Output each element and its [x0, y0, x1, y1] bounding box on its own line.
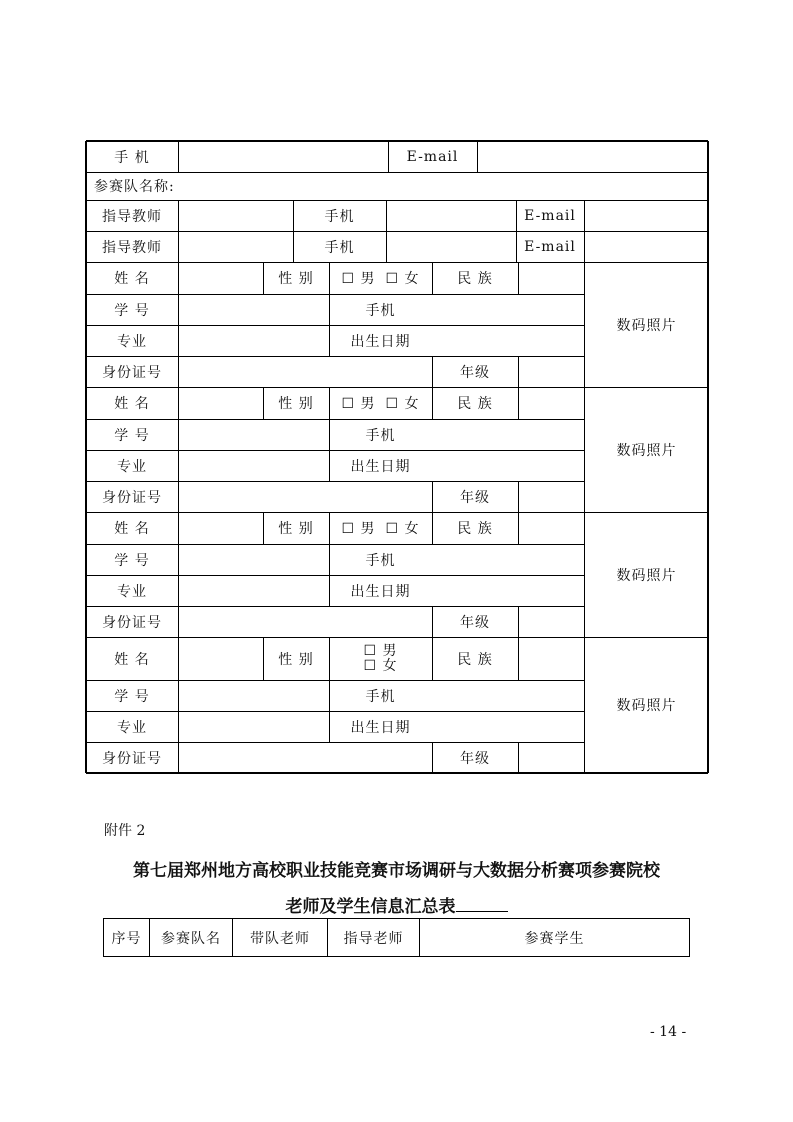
student-photo-placeholder: 数码照片 [616, 317, 677, 334]
student-phone-field[interactable] [433, 544, 584, 575]
female-checkbox[interactable]: ☐ 女 [385, 396, 420, 412]
student-gender-label: 性 别 [278, 396, 314, 412]
gender-options [329, 637, 432, 680]
student-birthdate-label: 出生日期 [350, 333, 411, 350]
female-checkbox[interactable]: ☐ 女 [363, 657, 398, 674]
student-id-field[interactable] [179, 419, 329, 450]
student-ethnicity-field[interactable] [519, 512, 584, 544]
advisor-phone-field[interactable] [387, 231, 516, 262]
summary-title-line-1: 第七届郑州地方高校职业技能竞赛市场调研与大数据分析赛项参赛院校 [133, 861, 660, 881]
student-ethnicity-field[interactable] [519, 637, 584, 680]
student-gender-label: 性 别 [278, 651, 314, 668]
student-ethnicity-label: 民 族 [457, 396, 493, 412]
gender-options [329, 387, 432, 419]
student-id-card-field[interactable] [179, 481, 432, 512]
attachment-label: 附件 2 [104, 823, 146, 839]
student-phone-field[interactable] [433, 294, 584, 325]
student-photo-placeholder: 数码照片 [616, 442, 677, 459]
student-photo-placeholder: 数码照片 [616, 567, 677, 584]
team-name-label: 参赛队名称: [94, 179, 175, 195]
gender-options [329, 512, 432, 544]
student-birthdate-field[interactable] [433, 711, 584, 742]
student-birthdate-label: 出生日期 [350, 458, 411, 475]
student-name-field[interactable] [179, 512, 263, 544]
student-name-label: 姓 名 [114, 651, 150, 668]
student-birthdate-field[interactable] [433, 325, 584, 356]
advisor-name-field[interactable] [179, 200, 293, 231]
student-major-label: 专业 [117, 719, 147, 736]
student-ethnicity-label: 民 族 [457, 651, 493, 668]
student-phone-label: 手机 [365, 688, 396, 705]
student-grade-field[interactable] [519, 481, 584, 512]
student-major-field[interactable] [179, 325, 329, 356]
advisor-phone-label: 手机 [324, 239, 355, 256]
header-students: 参赛学生 [524, 930, 585, 947]
gender-options [329, 262, 432, 294]
student-photo-placeholder: 数码照片 [616, 698, 677, 714]
student-id-card-label: 身份证号 [102, 364, 162, 381]
student-phone-field[interactable] [433, 419, 584, 450]
page-number: - 14 - [650, 1024, 687, 1040]
title-blank-line [456, 897, 508, 912]
student-ethnicity-label: 民 族 [457, 271, 493, 287]
student-major-label: 专业 [117, 583, 147, 600]
summary-title-text: 老师及学生信息汇总表 [285, 897, 456, 917]
student-grade-label: 年级 [460, 489, 490, 506]
contact-phone-label: 手 机 [114, 149, 150, 166]
student-id-field[interactable] [179, 544, 329, 575]
student-grade-field[interactable] [519, 606, 584, 637]
student-grade-label: 年级 [460, 750, 490, 767]
student-birthdate-label: 出生日期 [350, 583, 411, 600]
student-grade-label: 年级 [460, 364, 490, 381]
student-name-field[interactable] [179, 262, 263, 294]
header-team-name: 参赛队名 [161, 930, 221, 947]
student-id-card-field[interactable] [179, 742, 432, 773]
student-id-card-label: 身份证号 [102, 489, 162, 506]
student-grade-label: 年级 [460, 614, 490, 631]
student-id-field[interactable] [179, 294, 329, 325]
advisor-label: 指导教师 [102, 208, 162, 225]
male-checkbox[interactable]: ☐ 男 [363, 642, 398, 659]
student-name-label: 姓 名 [114, 521, 150, 537]
student-ethnicity-label: 民 族 [457, 521, 493, 537]
summary-title-line-2 [0, 892, 793, 917]
student-major-field[interactable] [179, 575, 329, 606]
header-serial: 序号 [111, 930, 142, 947]
advisor-phone-label: 手机 [324, 208, 355, 225]
student-phone-field[interactable] [433, 680, 584, 711]
student-phone-label: 手机 [365, 302, 396, 319]
advisor-email-label: E-mail [524, 207, 576, 224]
student-id-card-field[interactable] [179, 606, 432, 637]
student-id-label: 学 号 [114, 552, 150, 569]
student-id-card-label: 身份证号 [102, 750, 162, 767]
student-major-field[interactable] [179, 711, 329, 742]
student-major-label: 专业 [117, 333, 147, 350]
student-name-label: 姓 名 [114, 396, 150, 412]
advisor-phone-field[interactable] [387, 200, 516, 231]
student-phone-label: 手机 [365, 427, 396, 444]
contact-email-field[interactable] [478, 141, 708, 172]
summary-table [103, 918, 690, 957]
student-name-field[interactable] [179, 387, 263, 419]
student-id-card-field[interactable] [179, 356, 432, 387]
student-id-field[interactable] [179, 680, 329, 711]
header-advisor: 指导老师 [343, 930, 404, 947]
advisor-email-field[interactable] [585, 231, 708, 262]
student-id-card-label: 身份证号 [102, 614, 162, 631]
student-name-field[interactable] [179, 637, 263, 680]
advisor-label: 指导教师 [102, 239, 162, 256]
student-grade-field[interactable] [519, 356, 584, 387]
student-ethnicity-field[interactable] [519, 387, 584, 419]
student-birthdate-label: 出生日期 [350, 719, 411, 736]
student-grade-field[interactable] [519, 742, 584, 773]
advisor-email-field[interactable] [585, 200, 708, 231]
contact-phone-field[interactable] [179, 141, 388, 172]
student-gender-label: 性 别 [278, 521, 314, 537]
male-checkbox[interactable]: ☐ 男 [341, 521, 376, 537]
student-phone-label: 手机 [365, 552, 396, 569]
student-birthdate-field[interactable] [433, 450, 584, 481]
advisor-email-label: E-mail [524, 238, 576, 255]
student-gender-label: 性 别 [278, 271, 314, 287]
student-id-label: 学 号 [114, 427, 150, 444]
contact-email-label: E-mail [406, 148, 459, 165]
advisor-name-field[interactable] [179, 231, 293, 262]
female-checkbox[interactable]: ☐ 女 [385, 521, 420, 537]
female-checkbox[interactable]: ☐ 女 [385, 271, 420, 287]
student-id-label: 学 号 [114, 688, 150, 705]
student-ethnicity-field[interactable] [519, 262, 584, 294]
student-major-field[interactable] [179, 450, 329, 481]
male-checkbox[interactable]: ☐ 男 [341, 396, 376, 412]
student-name-label: 姓 名 [114, 271, 150, 287]
header-lead-teacher: 带队老师 [250, 930, 310, 947]
student-birthdate-field[interactable] [433, 575, 584, 606]
male-checkbox[interactable]: ☐ 男 [341, 271, 376, 287]
student-major-label: 专业 [117, 458, 147, 475]
student-id-label: 学 号 [114, 302, 150, 319]
